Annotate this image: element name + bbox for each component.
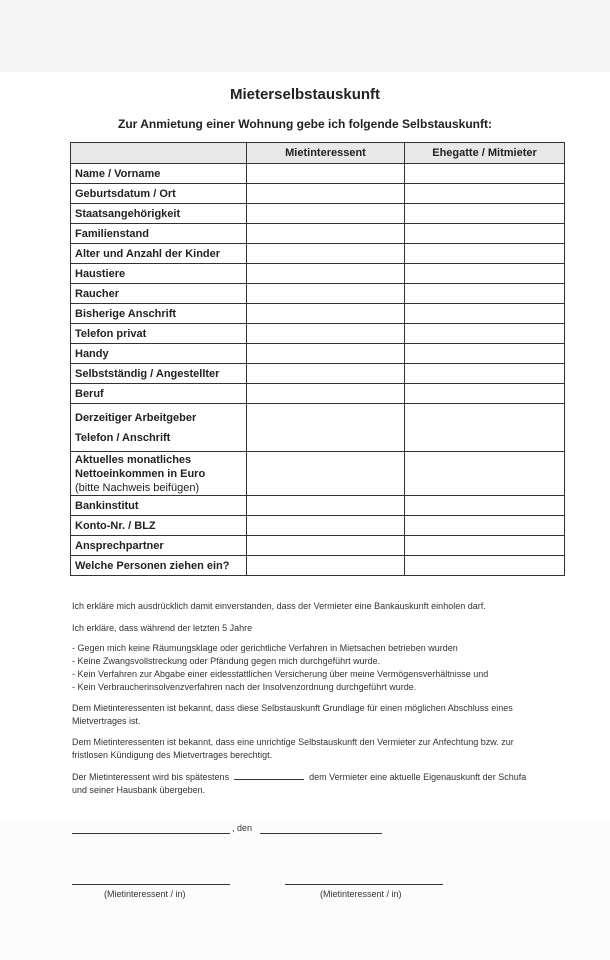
row-label — [71, 284, 247, 304]
selbstauskunft-table — [70, 142, 565, 576]
row-label-text: Konto-Nr. / BLZ — [75, 519, 156, 532]
schufa-pre: Der Mietinteressent wird bis spätestens — [72, 772, 230, 782]
row-label-text: Ansprechpartner — [75, 539, 164, 552]
bank-consent-text: Ich erkläre mich ausdrücklich damit einverstanden, dass der Vermieter eine Bankauskunft einholen darf. — [72, 601, 486, 611]
input-cell-ehegatte[interactable] — [405, 164, 565, 184]
bullet-item: - Keine Zwangsvollstreckung oder Pfändung gegen mich durchgeführt wurde. — [72, 656, 381, 666]
declaration-intro: Ich erkläre, dass während der letzten 5 Jahre — [72, 623, 253, 633]
input-cell-ehegatte[interactable] — [405, 184, 565, 204]
input-cell-ehegatte[interactable] — [405, 304, 565, 324]
input-cell-mietinteressent[interactable] — [247, 224, 405, 244]
row-label — [71, 164, 247, 184]
input-cell-mietinteressent[interactable] — [247, 384, 405, 404]
row-label — [71, 556, 247, 576]
declaration-bullets — [72, 642, 552, 694]
bullet-item: - Kein Verfahren zur Abgabe einer eidesstattlichen Versicherung über meine Vermögensverhältnisse und — [72, 669, 489, 679]
table-row — [71, 516, 565, 536]
input-cell-mietinteressent[interactable] — [247, 452, 405, 496]
row-label — [71, 184, 247, 204]
row-label-text: Geburtsdatum / Ort — [75, 187, 176, 200]
row-label — [71, 364, 247, 384]
schufa-line2: und seiner Hausbank übergeben. — [72, 785, 206, 795]
date-line[interactable] — [260, 833, 382, 834]
table-row — [71, 384, 565, 404]
row-label — [71, 384, 247, 404]
row-label-text-2: Nettoeinkommen in Euro — [75, 467, 206, 480]
row-label-text: Alter und Anzahl der Kinder — [75, 247, 221, 260]
row-label-text: Selbstständig / Angestellter — [75, 367, 220, 380]
table-row — [71, 324, 565, 344]
row-label-text: Telefon privat — [75, 327, 147, 340]
row-label — [71, 496, 247, 516]
table-header-row — [71, 143, 565, 164]
signature-line-2[interactable] — [285, 884, 443, 885]
input-cell-ehegatte[interactable] — [405, 364, 565, 384]
row-label — [71, 264, 247, 284]
input-cell-ehegatte[interactable] — [405, 384, 565, 404]
document-title: Mieterselbstauskunft — [229, 86, 381, 103]
row-label-text: Beruf — [75, 387, 104, 400]
table-row — [71, 284, 565, 304]
signature-line-1[interactable] — [72, 884, 230, 885]
input-cell-mietinteressent[interactable] — [247, 164, 405, 184]
document-subtitle: Zur Anmietung einer Wohnung gebe ich folgende Selbstauskunft: — [117, 117, 492, 131]
input-cell-ehegatte[interactable] — [405, 204, 565, 224]
signature-label-2: (Mietinteressent / in) — [320, 889, 402, 899]
row-label-text: Staatsangehörigkeit — [75, 207, 181, 220]
table-row — [71, 244, 565, 264]
row-label-text: Welche Personen ziehen ein? — [75, 559, 230, 572]
table-row — [71, 264, 565, 284]
input-cell-mietinteressent[interactable] — [247, 184, 405, 204]
header-ehegatte: Ehegatte / Mitmieter — [405, 143, 565, 164]
table-row — [71, 224, 565, 244]
input-cell-mietinteressent[interactable] — [247, 284, 405, 304]
input-cell-ehegatte[interactable] — [405, 224, 565, 244]
row-label-text-2: Telefon / Anschrift — [75, 431, 171, 444]
row-label-note: (bitte Nachweis beifügen) — [75, 481, 200, 494]
input-cell-mietinteressent[interactable] — [247, 304, 405, 324]
row-label — [71, 204, 247, 224]
deadline-blank[interactable] — [234, 770, 304, 780]
input-cell-mietinteressent[interactable] — [247, 324, 405, 344]
top-shade — [0, 0, 610, 72]
table-row — [71, 204, 565, 224]
row-label — [71, 304, 247, 324]
input-cell-mietinteressent[interactable] — [247, 244, 405, 264]
row-label-text: Familienstand — [75, 227, 149, 240]
signature-label-1: (Mietinteressent / in) — [104, 889, 186, 899]
table-row — [71, 556, 565, 576]
input-cell-ehegatte[interactable] — [405, 244, 565, 264]
input-cell-mietinteressent[interactable] — [247, 364, 405, 384]
basis-text: Dem Mietinteressenten ist bekannt, dass diese Selbstauskunft Grundlage für einen möglichen Abschluss eines Mietvertrages ist. — [72, 703, 513, 726]
input-cell-mietinteressent[interactable] — [247, 204, 405, 224]
table-row — [71, 404, 565, 452]
input-cell-ehegatte[interactable] — [405, 324, 565, 344]
input-cell-mietinteressent[interactable] — [247, 496, 405, 516]
place-line[interactable] — [72, 833, 230, 834]
bullet-item: - Gegen mich keine Räumungsklage oder gerichtliche Verfahren in Mietsachen betrieben wurden — [72, 643, 458, 653]
row-label-text: Name / Vorname — [75, 167, 161, 180]
input-cell-ehegatte[interactable] — [405, 516, 565, 536]
table-row — [71, 344, 565, 364]
schufa-post: dem Vermieter eine aktuelle Eigenauskunft der Schufa — [309, 772, 527, 782]
input-cell-mietinteressent[interactable] — [247, 556, 405, 576]
input-cell-ehegatte[interactable] — [405, 344, 565, 364]
input-cell-mietinteressent[interactable] — [247, 516, 405, 536]
place-date-separator: , den — [232, 823, 253, 833]
header-mietinteressent: Mietinteressent — [247, 143, 405, 164]
row-label-text: Bankinstitut — [75, 499, 139, 512]
row-label — [71, 404, 247, 452]
table-row — [71, 496, 565, 516]
header-blank-cell — [71, 143, 247, 164]
row-label — [71, 536, 247, 556]
table-row — [71, 304, 565, 324]
input-cell-ehegatte[interactable] — [405, 556, 565, 576]
row-label — [71, 344, 247, 364]
bullet-item: - Kein Verbraucherinsolvenzverfahren nach der Insolvenzordnung durchgeführt wurde. — [72, 682, 417, 692]
table-row — [71, 184, 565, 204]
table-row — [71, 536, 565, 556]
table-row — [71, 364, 565, 384]
row-label-text: Haustiere — [75, 267, 126, 280]
row-label-text: Derzeitiger Arbeitgeber — [75, 411, 197, 424]
input-cell-mietinteressent[interactable] — [247, 536, 405, 556]
row-label — [71, 452, 247, 496]
bottom-shade — [0, 820, 610, 960]
input-cell-ehegatte[interactable] — [405, 536, 565, 556]
input-cell-ehegatte[interactable] — [405, 404, 565, 452]
input-cell-mietinteressent[interactable] — [247, 404, 405, 452]
input-cell-mietinteressent[interactable] — [247, 344, 405, 364]
row-label — [71, 244, 247, 264]
row-label — [71, 324, 247, 344]
row-label — [71, 516, 247, 536]
row-label-text: Bisherige Anschrift — [75, 307, 177, 320]
row-label-text: Handy — [75, 347, 109, 360]
input-cell-ehegatte[interactable] — [405, 264, 565, 284]
input-cell-mietinteressent[interactable] — [247, 264, 405, 284]
schufa-text — [72, 770, 552, 797]
input-cell-ehegatte[interactable] — [405, 284, 565, 304]
row-label-text: Raucher — [75, 287, 120, 300]
false-info-text: Dem Mietinteressenten ist bekannt, dass eine unrichtige Selbstauskunft den Vermieter zur Anfechtung bzw. zur fristlosen Kündigung des Mietvertrages berechtigt. — [72, 737, 514, 760]
input-cell-ehegatte[interactable] — [405, 452, 565, 496]
table-row — [71, 164, 565, 184]
table-row — [71, 452, 565, 496]
input-cell-ehegatte[interactable] — [405, 496, 565, 516]
row-label — [71, 224, 247, 244]
row-label-text: Aktuelles monatliches — [75, 453, 192, 466]
